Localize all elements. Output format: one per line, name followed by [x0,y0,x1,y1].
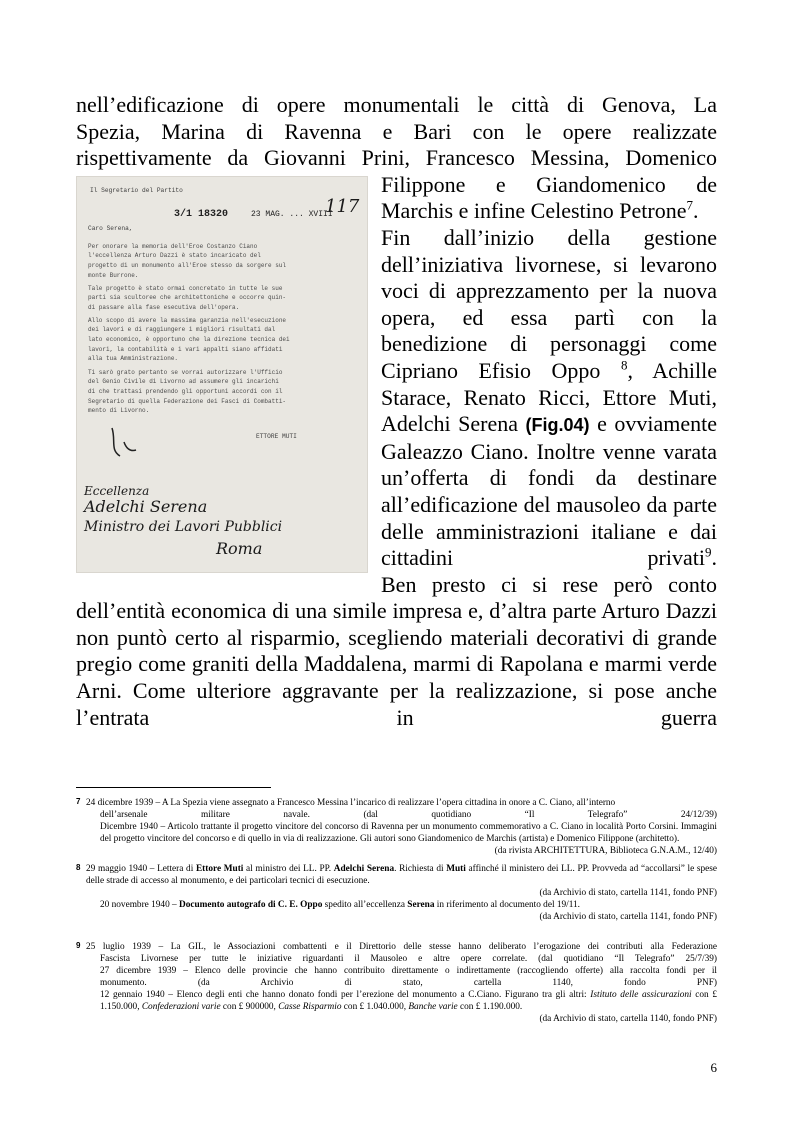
text-line: nell’edificazione di opere monumentali le città di Genova, La [76,92,717,117]
footnote-text: con £ 1.040.000, [341,1002,409,1012]
footnote-text: dell’arsenale militare navale. [100,810,310,820]
footnote-bold: Adelchi Serena [333,864,395,874]
letter-figure [76,176,368,573]
footnote-italic: Istituto delle assicurazioni [590,990,692,1000]
footnote-line [86,953,717,965]
text-span: , Achille Starace, Renato Ricci, Ettore Muti, Adelchi Serena [381,357,717,437]
footnote-line [86,899,717,911]
page-body [76,92,717,731]
footnote-number: 8 [76,863,81,872]
letter-stamp: 117 [325,195,360,217]
footnote-line: 27 dicembre 1939 – Elenco delle provincie che hanno contribuito direttamente o indirettamente (raccogliendo offerte) alla raccolta fondi per il [100,966,717,976]
footnote-text: con £ 1.190.000. [457,1002,523,1012]
footnote-7 [76,797,717,857]
footnote-source: (da Archivio di stato, cartella 1140, fondo PNF) [197,978,717,988]
paragraph: Ben presto ci si rese però conto dell’entità economica di una simile impresa e, d’altra parte Arturo Dazzi non puntò certo al risparmio, scegliendo materiali decorativi di grande pregio come graniti della Maddalena, marmi di Rapolana e marmi verde Arni. Come ulteriore aggravante per la realizzazione, si pose anche l’entrata in guerra [76,571,717,730]
footnote-line: 24 dicembre 1939 – A La Spezia viene assegnato a Francesco Messina l’incarico di realizzare l’opera cittadina in onore a C. Ciano, all’interno [86,798,616,808]
footnote-number: 9 [76,941,81,950]
footnote-text: affinché il ministero dei LL. PP. Provveda ad “accollarsi” le spese delle strade di accesso al monumento, e dei particolari tecnici di esecuzione. [86,864,717,886]
text-span: Fin dall’inizio della gestione dell’iniziativa livornese, si levarono voci di apprezzamento per la nuova opera, ed essa partì con la benedizione di personaggi come Cipriano Efisio Oppo [381,224,717,383]
footnote-bold: Serena [407,900,435,910]
footnote-text: monumento. [100,978,147,988]
text-span: Filippone e Giandomenico de Marchis e infine Celestino Petrone [381,171,717,224]
letter-protocol: 3/1 18320 [174,208,229,220]
footnote-text: con £ 1.150.000, [100,990,717,1012]
footnote-number: 7 [76,797,81,806]
letter-closing: ETTORE MUTI [256,432,297,440]
footnote-text: spedito all’eccellenza [322,900,408,910]
footnote-source: (da Archivio di stato, cartella 1140, fondo PNF) [539,1014,717,1024]
footnote-text: con £ 900000, [220,1002,279,1012]
pen-mark-icon [106,422,146,462]
footnote-line [86,989,717,1013]
letter-paragraph: Allo scopo di avere la massima garanzia nell'esecuzione dei lavori e di raggiungere i migliori risultati dal lato economico, è opportuno che la direzione tecnica dei lavori, la contabilità e i vari appalti siano affidati alla tua Amministrazione. [88,316,290,363]
signature-line: Adelchi Serena [84,496,208,516]
footnote-italic: Casse Risparmio [278,1002,342,1012]
signature-line: Ministro dei Lavori Pubblici [84,518,283,535]
footnote-source: (da Archivio di stato, cartella 1141, fondo PNF) [539,888,717,898]
text-line: Spezia, Marina di Ravenna e Bari con le opere realizzate [76,118,717,144]
footnote-source: (da rivista ARCHITETTURA, Biblioteca G.N.A.M., 12/40) [494,846,717,856]
letter-salutation: Caro Serena, [88,224,133,232]
footnote-ref: 7 [686,198,693,214]
footnote-source: (dal quotidiano “Il Telegrafo” 24/12/39) [363,810,717,820]
letter-paragraph: Tale progetto è stato ormai concretato in tutte le sue parti sia scultoree che architettoniche e occorre quin- di passare alla fase esecutiva dell'opera. [88,284,287,311]
main-text [76,92,717,731]
footnote-line [86,809,717,821]
footnote-divider [76,787,271,788]
footnote-italic: Confederazioni varie [141,1002,221,1012]
footnote-8 [76,863,717,923]
footnote-text: 12 gennaio 1940 – Elenco degli enti che hanno donato fondi per l’erezione del monumento a C.Ciano. Figurano tra gli altri: [100,990,591,1000]
footnote-text: 29 maggio 1940 – Lettera di [86,864,196,874]
letter-paragraph: Ti sarò grato pertanto se vorrai autorizzare l'Ufficio del Genio Civile di Livorno ad assumere gli incarichi di che trattasi prendendo gli opportuni accordi con il Segretario di quella Federazione dei Fasci di Combatti- mento di Livorno. [88,368,287,415]
footnote-line: 25 luglio 1939 – La GIL, le Associazioni combattenti e il Direttorio delle stesse hanno deliberato l’erogazione dei contributi alla Federazione [86,942,717,952]
footnote-text: in riferimento al documento del 19/11. [434,900,581,910]
footnote-bold: Muti [446,864,466,874]
footnote-ref: 9 [705,544,712,560]
footnote-bold: Ettore Muti [195,864,244,874]
signature-line: Roma [216,538,263,558]
letter-header: Il Segretario del Partito [90,186,183,194]
text-span: . [692,198,699,224]
footnote-text: . Richiesta di [394,864,447,874]
text-line: rispettivamente da Giovanni Prini, Francesco Messina, Domenico [76,145,717,171]
figure-ref: (Fig.04) [525,415,590,436]
footnote-text: 20 novembre 1940 – [100,900,180,910]
footnote-text: Fascista Livornese per tutte le iniziative riguardanti il Mausoleo e altre opere correlate. [100,954,528,964]
footnote-line [86,863,717,887]
footnote-line [86,977,717,989]
footnote-source: (da Archivio di stato, cartella 1141, fondo PNF) [539,912,717,922]
footnote-bold: Documento autografo di C. E. Oppo [179,900,323,910]
footnote-source: (dal quotidiano “Il Telegrafo” 25/7/39) [538,954,717,964]
letter-paragraph: Per onorare la memoria dell'Eroe Costanzo Ciano l'eccellenza Arturo Dazzi è stato incaricato del progetto di un monumento all'Eroe stesso da sorgere sul monte Burrone. [88,242,287,279]
footnote-italic: Banche varie [408,1002,458,1012]
footnotes [76,797,717,1031]
letter-date: 23 MAG. ... XVIII [251,209,333,219]
archival-letter-image [76,176,368,573]
footnote-ref: 8 [620,357,628,373]
signature-line: Eccellenza [84,483,150,498]
text-span: . [711,545,717,571]
footnote-text: al ministro dei LL. PP. [243,864,334,874]
footnote-9 [76,941,717,1025]
text-span: e ovviamente Galeazzo Ciano. Inoltre venne varata un’offerta di fondi da destinare all’edificazione del mausoleo da parte delle amministrazioni italiane e dai cittadini privati [381,411,717,571]
page-number: 6 [710,1060,717,1075]
footnote-line: Dicembre 1940 – Articolo trattante il progetto vincitore del concorso di Ravenna per un monumento commemorativo a C. Ciano in località Porto Corsini. Immagini del progetto vincitore del concorso e di quello in via di realizzazione. Gli autori sono Giandomenico de Marchis (artista) e Domenico Filippone (architetto). [100,822,717,844]
